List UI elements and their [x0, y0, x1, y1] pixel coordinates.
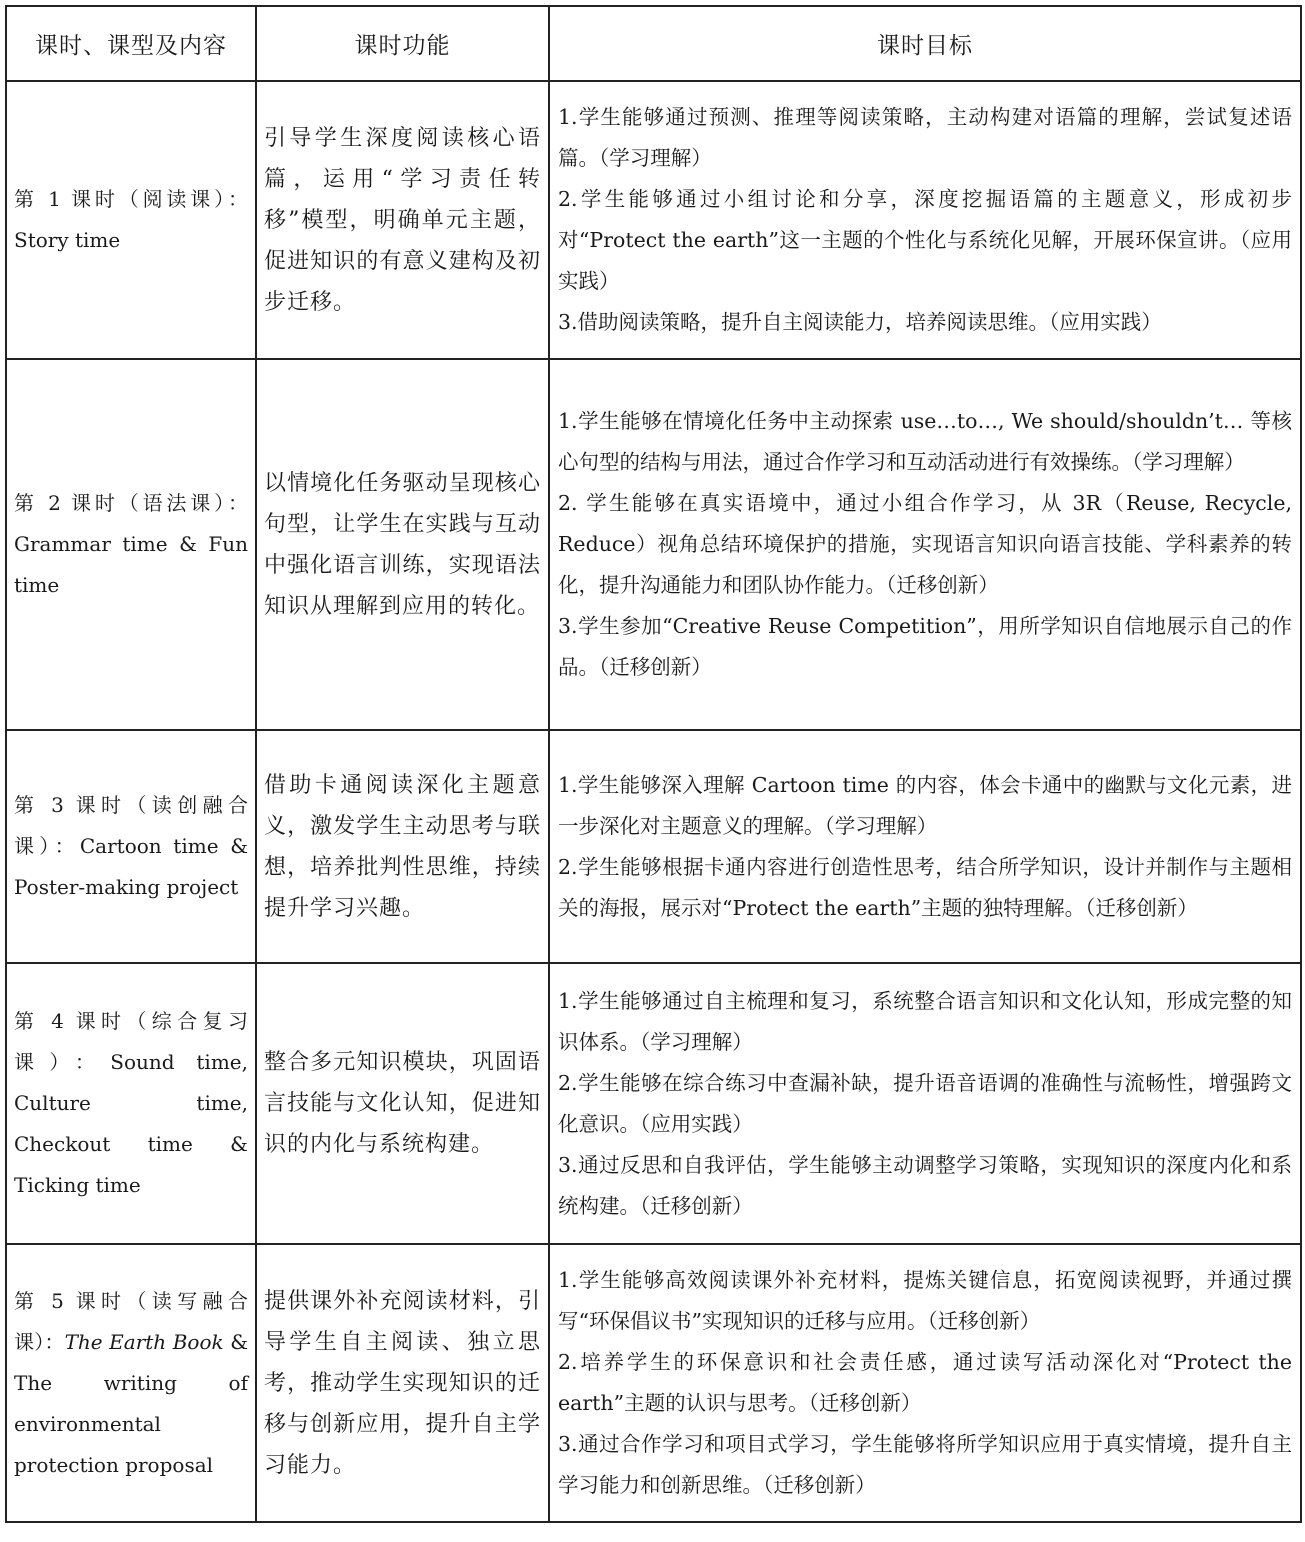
lesson-2-title: 第 2 课时（语法课）：Grammar time & Fun time — [6, 359, 256, 730]
lesson-5-title-prefix: 第 5 课时（读写融合课）： — [14, 1288, 248, 1354]
lesson-4-goals — [549, 963, 1301, 1244]
lesson-2-goals — [549, 359, 1301, 730]
header-lesson-goals: 课时目标 — [549, 6, 1301, 81]
lesson-1-goal-3: 3.借助阅读策略，提升自主阅读能力，培养阅读思维。（应用实践） — [558, 310, 1162, 334]
lesson-5-title-suffix: & The writing of environmental protection proposal — [14, 1329, 248, 1477]
lesson-2-function: 以情境化任务驱动呈现核心句型，让学生在实践与互动中强化语言训练，实现语法知识从理解到应用的转化。 — [256, 359, 549, 730]
table-header-row — [6, 6, 1301, 81]
lesson-2-goal-1: 1.学生能够在情境化任务中主动探索 use…to…, We should/shouldn’t… 等核心句型的结构与用法，通过合作学习和互动活动进行有效操练。（学习理解） — [558, 409, 1292, 474]
lesson-3-function: 借助卡通阅读深化主题意义，激发学生主动思考与联想，培养批判性思维，持续提升学习兴趣。 — [256, 730, 549, 963]
lesson-5-goal-3: 3.通过合作学习和项目式学习，学生能够将所学知识应用于真实情境，提升自主学习能力和创新思维。（迁移创新） — [558, 1432, 1292, 1497]
lesson-2-goal-2: 2. 学生能够在真实语境中，通过小组合作学习，从 3R（Reuse, Recycle, Reduce）视角总结环境保护的措施，实现语言知识向语言技能、学科素养的转化，提升沟通能力和团队协作能力。（迁移创新） — [558, 491, 1292, 597]
lesson-5-function: 提供课外补充阅读材料，引导学生自主阅读、独立思考，推动学生实现知识的迁移与创新应用，提升自主学习能力。 — [256, 1244, 549, 1522]
table-row-lesson-1 — [6, 81, 1301, 359]
lesson-5-goals — [549, 1244, 1301, 1522]
table-row-lesson-4 — [6, 963, 1301, 1244]
lesson-1-title: 第 1 课时（阅读课）：Story time — [6, 81, 256, 359]
lesson-plan-table — [5, 5, 1302, 1523]
lesson-4-goal-1: 1.学生能够通过自主梳理和复习，系统整合语言知识和文化认知，形成完整的知识体系。（学习理解） — [558, 988, 1292, 1054]
lesson-5-book-title: The Earth Book — [64, 1329, 224, 1354]
lesson-3-goals — [549, 730, 1301, 963]
lesson-5-title — [6, 1244, 256, 1522]
lesson-1-goals — [549, 81, 1301, 359]
header-lesson-function: 课时功能 — [256, 6, 549, 81]
lesson-3-title: 第 3 课时（读创融合课）：Cartoon time & Poster-making project — [6, 730, 256, 963]
header-lesson-type-content: 课时、课型及内容 — [6, 6, 256, 81]
table-row-lesson-5 — [6, 1244, 1301, 1522]
lesson-4-function: 整合多元知识模块，巩固语言技能与文化认知，促进知识的内化与系统构建。 — [256, 963, 549, 1244]
lesson-4-title: 第 4 课时（综合复习课）：Sound time, Culture time, Checkout time & Ticking time — [6, 963, 256, 1244]
lesson-4-goal-3: 3.通过反思和自我评估，学生能够主动调整学习策略，实现知识的深度内化和系统构建。（迁移创新） — [558, 1152, 1292, 1218]
lesson-2-goal-3: 3.学生参加“Creative Reuse Competition”，用所学知识自信地展示自己的作品。（迁移创新） — [558, 614, 1292, 679]
table-row-lesson-3 — [6, 730, 1301, 963]
lesson-1-goal-1: 1.学生能够通过预测、推理等阅读策略，主动构建对语篇的理解，尝试复述语篇。（学习理解） — [558, 105, 1292, 170]
lesson-1-goal-2: 2.学生能够通过小组讨论和分享，深度挖掘语篇的主题意义，形成初步对“Protect the earth”这一主题的个性化与系统化见解，开展环保宣讲。（应用实践） — [558, 187, 1292, 293]
lesson-3-goal-1: 1.学生能够深入理解 Cartoon time 的内容，体会卡通中的幽默与文化元素，进一步深化对主题意义的理解。（学习理解） — [558, 772, 1292, 838]
lesson-5-goal-2: 2.培养学生的环保意识和社会责任感，通过读写活动深化对“Protect the earth”主题的认识与思考。（迁移创新） — [558, 1350, 1292, 1415]
table-row-lesson-2 — [6, 359, 1301, 730]
lesson-5-goal-1: 1.学生能够高效阅读课外补充材料，提炼关键信息，拓宽阅读视野，并通过撰写“环保倡议书”实现知识的迁移与应用。（迁移创新） — [558, 1268, 1292, 1333]
lesson-1-function: 引导学生深度阅读核心语篇，运用“学习责任转移”模型，明确单元主题，促进知识的有意义建构及初步迁移。 — [256, 81, 549, 359]
lesson-3-goal-2: 2.学生能够根据卡通内容进行创造性思考，结合所学知识，设计并制作与主题相关的海报，展示对“Protect the earth”主题的独特理解。（迁移创新） — [558, 854, 1292, 920]
lesson-4-goal-2: 2.学生能够在综合练习中查漏补缺，提升语音语调的准确性与流畅性，增强跨文化意识。（应用实践） — [558, 1070, 1292, 1136]
